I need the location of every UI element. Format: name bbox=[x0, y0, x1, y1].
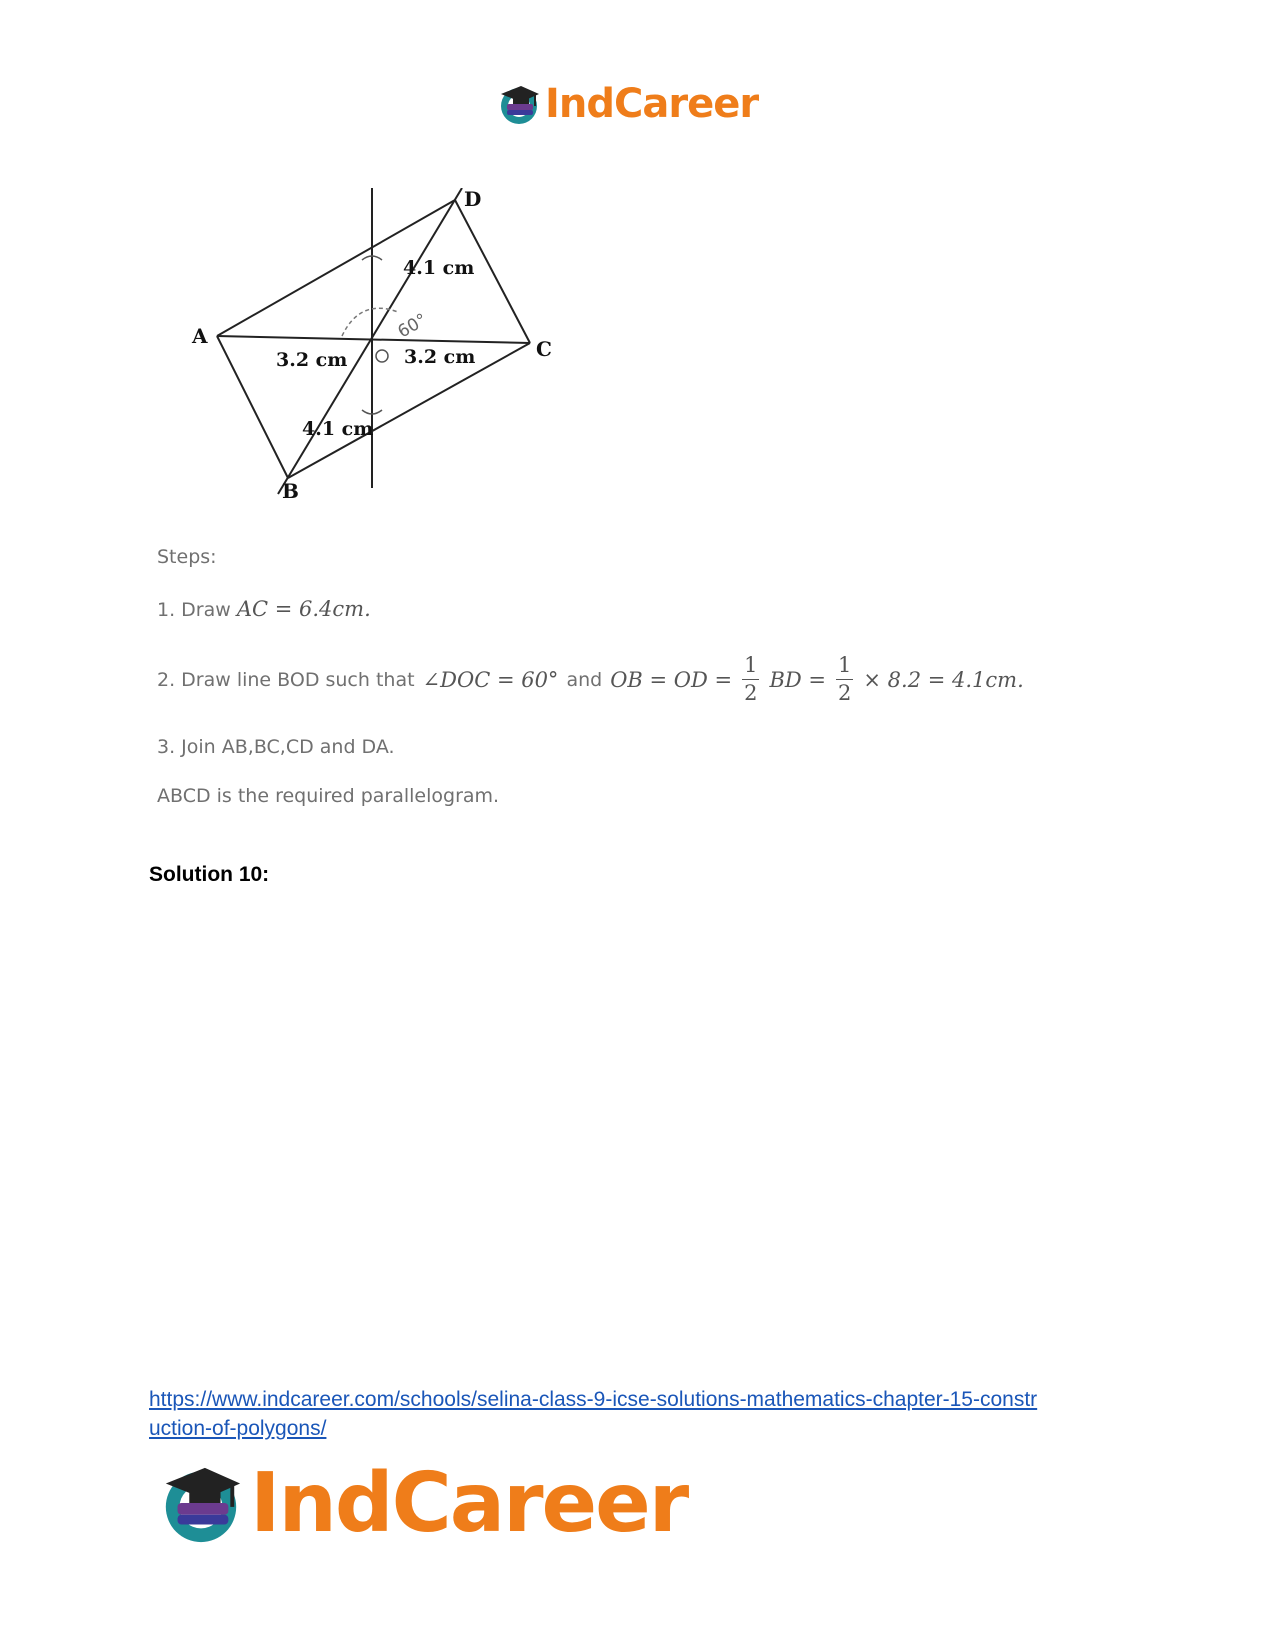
step-2 bbox=[157, 655, 1024, 704]
point-b-label: B bbox=[282, 479, 299, 503]
logo-wordmark: IndCareer bbox=[545, 81, 759, 127]
point-c-label: C bbox=[536, 337, 552, 361]
label-ao: 3.2 cm bbox=[276, 349, 348, 371]
solution-heading: Solution 10: bbox=[149, 863, 270, 886]
header-logo bbox=[497, 76, 758, 132]
graduation-cap-logo-icon bbox=[158, 1460, 244, 1546]
step-1-math: AC = 6.4cm. bbox=[236, 597, 371, 621]
source-link-line2[interactable]: uction-of-polygons/ bbox=[149, 1417, 327, 1440]
fraction-half-1: $\frac{1}{2}$ bbox=[744, 653, 758, 705]
source-link-line1[interactable]: https://www.indcareer.com/schools/selina-class-9-icse-solutions-mathematics-chapter-15-constr bbox=[149, 1388, 1038, 1411]
point-a-label: A bbox=[192, 324, 208, 348]
label-angle: 60° bbox=[394, 309, 431, 343]
step-2-angle: ∠DOC = 60° bbox=[422, 667, 559, 692]
source-link[interactable] bbox=[149, 1385, 1129, 1443]
point-o-marker bbox=[376, 350, 388, 362]
step-1-text: 1. Draw bbox=[157, 599, 231, 621]
step-2-eq1: OB = OD = bbox=[610, 667, 733, 692]
logo-wordmark: IndCareer bbox=[250, 1455, 688, 1551]
step-3: 3. Join AB,BC,CD and DA. bbox=[157, 736, 395, 758]
step-2-eq3: × 8.2 = 4.1cm. bbox=[863, 667, 1024, 692]
fraction-half-2: $\frac{1}{2}$ bbox=[838, 653, 852, 705]
steps-heading: Steps: bbox=[157, 546, 217, 568]
parallelogram-construction-figure bbox=[190, 188, 580, 528]
label-od: 4.1 cm bbox=[403, 257, 475, 279]
graduation-cap-logo-icon bbox=[497, 82, 541, 126]
arc-angle-dashed bbox=[342, 308, 398, 336]
construction-diagram bbox=[190, 188, 580, 528]
step-2-text: 2. Draw line BOD such that bbox=[157, 668, 415, 691]
step-2-eq2: BD = bbox=[769, 667, 827, 692]
step-2-and: and bbox=[566, 668, 603, 691]
label-ob: 4.1 cm bbox=[302, 418, 374, 440]
footer-logo bbox=[158, 1455, 688, 1551]
conclusion: ABCD is the required parallelogram. bbox=[157, 785, 500, 807]
point-d-label: D bbox=[464, 188, 482, 211]
step-1 bbox=[157, 597, 371, 621]
label-oc: 3.2 cm bbox=[404, 346, 476, 368]
